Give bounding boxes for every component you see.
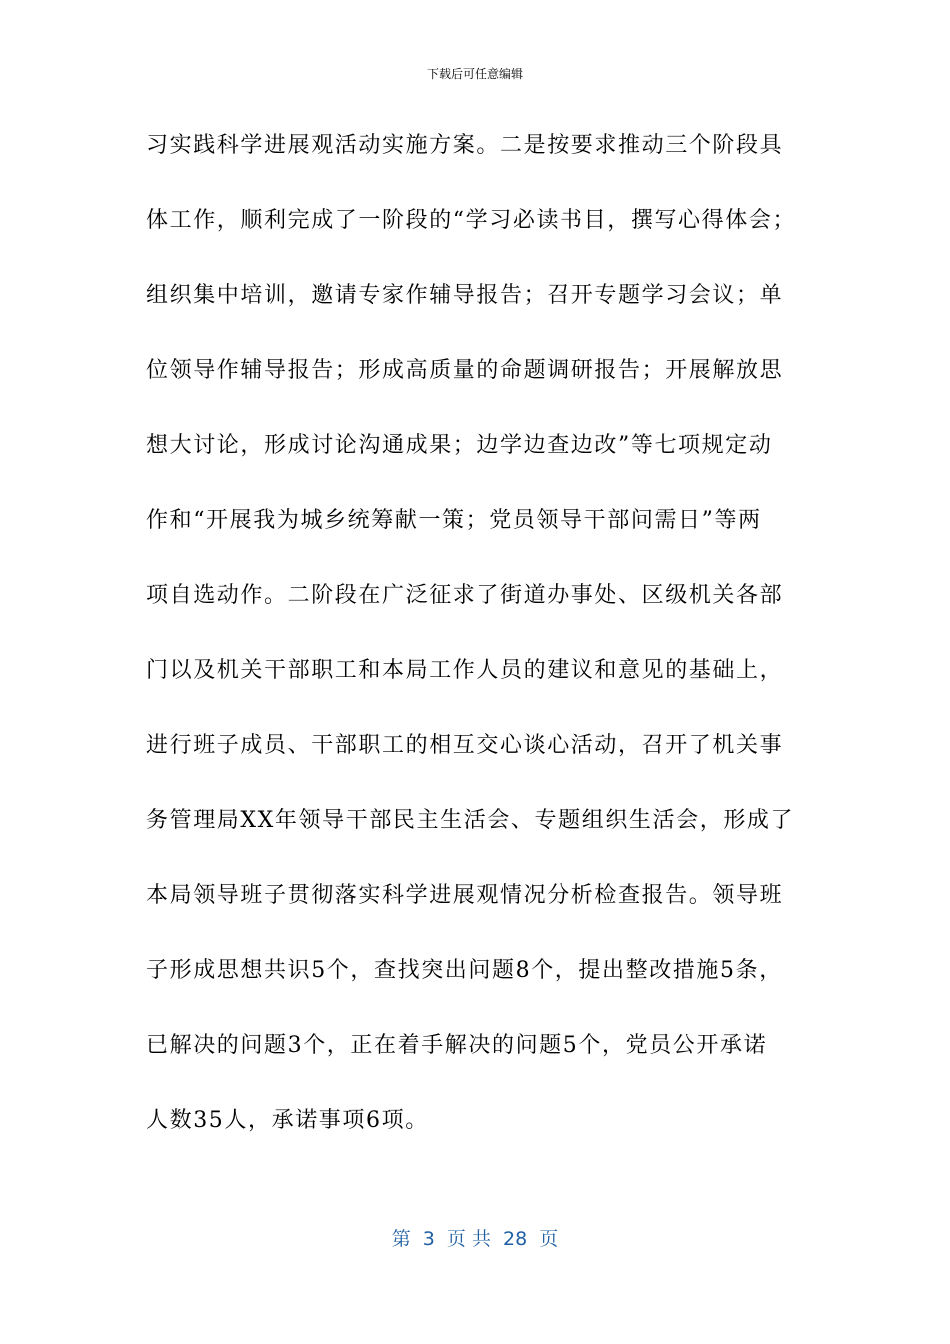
body-line: 项自选动作。二阶段在广泛征求了街道办事处、区级机关各部: [146, 583, 784, 608]
page-header: 下载后可任意编辑: [426, 67, 523, 81]
body-line: 作和“开展我为城乡统筹献一策；党员领导干部问需日”等两: [146, 508, 762, 533]
body-line: 体工作，顺利完成了一阶段的“学习必读书目，撰写心得体会；: [146, 208, 797, 233]
body-line: 进行班子成员、干部职工的相互交心谈心活动，召开了机关事: [146, 733, 784, 758]
body-text: [146, 124, 846, 1174]
body-line: 位领导作辅导报告；形成高质量的命题调研报告；开展解放思: [146, 358, 784, 383]
body-line: 本局领导班子贯彻落实科学进展观情况分析检查报告。领导班: [146, 883, 784, 908]
body-line: 已解决的问题3个，正在着手解决的问题5个，党员公开承诺: [146, 1033, 768, 1058]
body-line: 组织集中培训，邀请专家作辅导报告；召开专题学习会议；单: [146, 283, 784, 308]
body-line: 习实践科学进展观活动实施方案。二是按要求推动三个阶段具: [146, 133, 784, 158]
body-line: 子形成思想共识5个，查找突出问题8个，提出整改措施5条，: [146, 958, 783, 983]
body-line: 务管理局XX年领导干部民主生活会、专题组织生活会，形成了: [146, 808, 795, 833]
body-line: 门以及机关干部职工和本局工作人员的建议和意见的基础上，: [146, 658, 784, 683]
body-line: 想大讨论，形成讨论沟通成果；边学边查边改”等七项规定动: [146, 433, 773, 458]
page-footer: 第 3 页 共 28 页: [391, 1228, 559, 1250]
body-line: 人数35人，承诺事项6项。: [146, 1108, 429, 1133]
